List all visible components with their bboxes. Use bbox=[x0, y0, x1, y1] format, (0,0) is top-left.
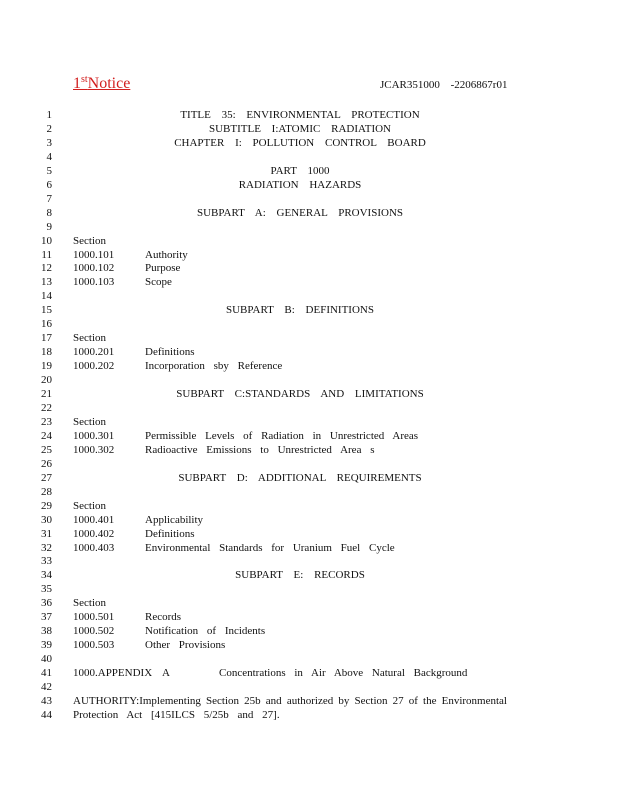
section-number: 1000.403 bbox=[73, 541, 115, 554]
document-line bbox=[0, 248, 618, 262]
document-line bbox=[0, 401, 618, 415]
section-title: Notification of Incidents bbox=[145, 625, 266, 638]
line-number: 39 bbox=[41, 639, 52, 652]
line-number: 14 bbox=[41, 290, 52, 303]
document-line bbox=[0, 429, 618, 443]
document-line bbox=[0, 289, 618, 303]
document-line bbox=[0, 415, 618, 429]
document-line bbox=[0, 708, 618, 722]
section-number: 1000.502 bbox=[73, 625, 115, 638]
line-number: 35 bbox=[41, 583, 52, 596]
line-number: 12 bbox=[41, 262, 52, 275]
document-line bbox=[0, 206, 618, 220]
document-line bbox=[0, 303, 618, 317]
document-line bbox=[0, 275, 618, 289]
document-line bbox=[0, 680, 618, 694]
line-number: 25 bbox=[41, 443, 52, 456]
centered-heading: SUBPART D: ADDITIONAL REQUIREMENTS bbox=[178, 471, 422, 484]
document-line bbox=[0, 457, 618, 471]
section-title: Permissible Levels of Radiation in Unrestricted Areas bbox=[145, 429, 419, 442]
line-number: 22 bbox=[41, 401, 52, 414]
line-number: 3 bbox=[46, 136, 52, 149]
section-title: Definitions bbox=[145, 346, 195, 359]
authority-text: AUTHORITY:Implementing Section 25b and authorized by Section 27 of the Environmental bbox=[73, 694, 507, 707]
document-line bbox=[0, 164, 618, 178]
document-line bbox=[0, 178, 618, 192]
section-number: 1000.501 bbox=[73, 611, 115, 624]
section-title: Purpose bbox=[145, 262, 181, 275]
document-line bbox=[0, 610, 618, 624]
document-line bbox=[0, 220, 618, 234]
line-number: 5 bbox=[46, 164, 52, 177]
section-title: Incorporation sby Reference bbox=[145, 360, 283, 373]
notice-heading bbox=[73, 75, 140, 93]
document-line bbox=[0, 582, 618, 596]
centered-heading: TITLE 35: ENVIRONMENTAL PROTECTION bbox=[180, 109, 420, 121]
section-title: Records bbox=[145, 611, 182, 624]
document-line bbox=[0, 192, 618, 206]
document-line bbox=[0, 624, 618, 638]
section-number: 1000.503 bbox=[73, 639, 115, 652]
document-line bbox=[0, 345, 618, 359]
line-number: 19 bbox=[41, 360, 52, 373]
document-line bbox=[0, 596, 618, 610]
section-number: Section bbox=[73, 415, 106, 428]
line-number: 8 bbox=[46, 206, 52, 219]
line-number: 21 bbox=[41, 388, 52, 400]
section-title: Radioactive Emissions to Unrestricted Area s bbox=[145, 443, 375, 456]
centered-heading: PART 1000 bbox=[270, 164, 330, 177]
section-number: 1000.APPENDIX bbox=[73, 667, 153, 679]
section-number: 1000.201 bbox=[73, 346, 115, 359]
centered-heading: SUBTITLE I:ATOMIC RADIATION bbox=[208, 123, 391, 135]
section-number: 1000.102 bbox=[73, 262, 115, 275]
section-number: Section bbox=[73, 332, 106, 345]
section-number: 1000.101 bbox=[73, 248, 115, 261]
document-line bbox=[0, 652, 618, 666]
section-title: Other Provisions bbox=[145, 639, 226, 652]
section-title: Applicability bbox=[145, 513, 204, 526]
section-number: 1000.202 bbox=[73, 360, 115, 373]
line-number: 44 bbox=[41, 708, 52, 721]
line-number: 6 bbox=[46, 178, 52, 191]
line-number: 28 bbox=[41, 485, 52, 498]
authority-text-continued: Protection Act [415ILCS 5/25b and 27]. bbox=[73, 708, 280, 721]
document-line bbox=[0, 373, 618, 387]
line-number: 20 bbox=[41, 374, 52, 387]
line-number: 34 bbox=[41, 569, 52, 582]
document-line bbox=[0, 136, 618, 150]
notice-ordinal-suffix: st bbox=[81, 74, 88, 85]
line-number: 16 bbox=[41, 318, 52, 331]
section-number: 1000.401 bbox=[73, 513, 115, 526]
appendix-title: Concentrations in Air Above Natural Background bbox=[219, 667, 468, 679]
centered-heading: CHAPTER I: POLLUTION CONTROL BOARD bbox=[174, 136, 426, 149]
document-line bbox=[0, 541, 618, 555]
section-number: Section bbox=[73, 597, 106, 610]
section-number: 1000.103 bbox=[73, 276, 115, 289]
line-number: 2 bbox=[46, 123, 52, 135]
section-title: Environmental Standards for Uranium Fuel Cycle bbox=[145, 541, 395, 554]
line-number: 24 bbox=[41, 429, 52, 442]
document-line bbox=[0, 387, 618, 401]
document-line bbox=[0, 261, 618, 275]
centered-heading: RADIATION HAZARDS bbox=[238, 178, 362, 191]
line-number: 32 bbox=[41, 541, 52, 554]
line-number: 37 bbox=[41, 611, 52, 624]
line-number: 4 bbox=[46, 150, 52, 163]
document-line bbox=[0, 485, 618, 499]
notice-number: 1 bbox=[73, 75, 81, 92]
line-number: 30 bbox=[41, 513, 52, 526]
line-number: 26 bbox=[41, 457, 52, 470]
document-line bbox=[0, 359, 618, 373]
document-line bbox=[0, 471, 618, 485]
line-number: 40 bbox=[41, 653, 52, 665]
line-number: 17 bbox=[41, 332, 52, 345]
line-number: 10 bbox=[41, 234, 52, 247]
document-line bbox=[0, 443, 618, 457]
line-number: 29 bbox=[41, 499, 52, 512]
section-number: Section bbox=[73, 234, 106, 247]
line-number: 13 bbox=[41, 276, 52, 289]
document-line bbox=[0, 317, 618, 331]
notice-word: Notice bbox=[87, 75, 131, 92]
line-number: 31 bbox=[41, 527, 52, 540]
section-title: Definitions bbox=[145, 527, 195, 540]
document-line bbox=[0, 122, 618, 136]
line-number: 38 bbox=[41, 625, 52, 638]
section-number: 1000.402 bbox=[73, 527, 115, 540]
line-number: 33 bbox=[41, 555, 52, 568]
line-number: 9 bbox=[46, 220, 52, 233]
line-number: 11 bbox=[41, 248, 52, 261]
centered-heading: SUBPART A: GENERAL PROVISIONS bbox=[197, 206, 403, 219]
line-number: 15 bbox=[41, 304, 52, 317]
section-number: 1000.301 bbox=[73, 429, 115, 442]
jcar-code: JCAR351000 -2206867r01 bbox=[380, 79, 508, 91]
document-line bbox=[0, 527, 618, 541]
line-number: 43 bbox=[41, 694, 52, 707]
document-line bbox=[0, 331, 618, 345]
line-number: 27 bbox=[41, 471, 52, 484]
document-line bbox=[0, 108, 618, 122]
document-line bbox=[0, 568, 618, 582]
document-line bbox=[0, 513, 618, 527]
line-number: 1 bbox=[46, 109, 52, 121]
centered-heading: SUBPART E: RECORDS bbox=[235, 569, 365, 582]
centered-heading: SUBPART C:STANDARDS AND LIMITATIONS bbox=[176, 388, 424, 400]
line-number: 42 bbox=[41, 680, 52, 693]
line-number: 18 bbox=[41, 346, 52, 359]
document-line bbox=[0, 554, 618, 568]
document-line bbox=[0, 638, 618, 652]
document-line bbox=[0, 234, 618, 248]
line-number: 23 bbox=[41, 415, 52, 428]
line-number: 36 bbox=[41, 597, 52, 610]
line-number: 41 bbox=[41, 667, 52, 679]
section-title: Scope bbox=[145, 276, 172, 289]
document-line bbox=[0, 666, 618, 680]
line-number: 7 bbox=[46, 192, 52, 205]
document-line bbox=[0, 694, 618, 708]
section-title: Authority bbox=[145, 248, 188, 261]
document-line bbox=[0, 499, 618, 513]
document-line bbox=[0, 150, 618, 164]
appendix-letter: A bbox=[162, 667, 170, 679]
centered-heading: SUBPART B: DEFINITIONS bbox=[226, 304, 374, 317]
section-number: 1000.302 bbox=[73, 443, 115, 456]
section-number: Section bbox=[73, 499, 106, 512]
